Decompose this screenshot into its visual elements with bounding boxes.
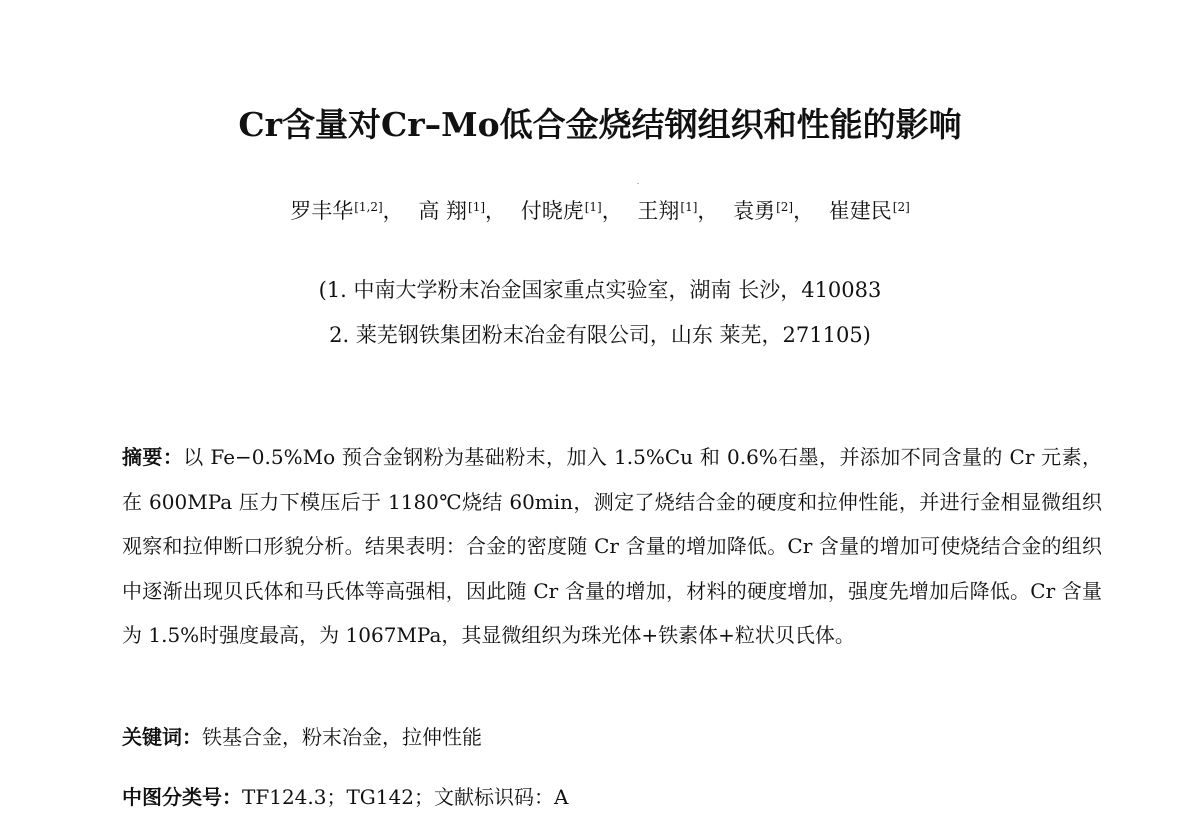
author: 付晓虎[1] [520,199,602,223]
keywords-text: 铁基合金，粉末冶金，拉伸性能 [202,725,482,749]
author: 王翔[1] [637,199,698,223]
classification-line [122,780,1102,814]
affiliation-1: (1. 中南大学粉末冶金国家重点实验室，湖南 长沙，410083 [318,278,882,302]
author: 袁勇[2] [733,199,794,223]
author: 高 翔[1] [418,199,486,223]
author-separator: ， [697,199,719,223]
author-separator: ， [485,199,507,223]
keywords-label: 关键词： [122,725,202,749]
abstract [122,435,1102,658]
affiliation-2: 2. 莱芜钢铁集团粉末冶金有限公司，山东 莱芜，271105) [329,323,871,347]
author-separator: ， [382,199,404,223]
keywords [122,720,1102,754]
scan-speck [637,183,639,184]
author: 崔建民[2] [828,199,910,223]
author-separator: ， [601,199,623,223]
clc-label: 中图分类号： [122,785,242,809]
author-separator: ， [793,199,815,223]
clc-text: TF124.3；TG142；文献标识码：A [242,785,569,809]
abstract-text: 以 Fe−0.5%Mo 预合金钢粉为基础粉末，加入 1.5%Cu 和 0.6%石墨，并添加不同含量的 Cr 元素，在 600MPa 压力下模压后于 1180℃烧结 60min，测定了烧结合金的硬度和拉伸性能，并进行金相显微组织观察和拉伸断口形貌分析。结果表明：合金的密度随 Cr 含量的增加降低。Cr 含量的增加可使烧结合金的组织中逐渐出现贝氏体和马氏体等高强相，因此随 Cr 含量的增加，材料的硬度增加，强度先增加后降低。Cr 含量为 1.5%时强度最高，为 1067MPa，其显微组织为珠光体+铁素体+粒状贝氏体。 [122,445,1102,647]
abstract-label: 摘要： [122,445,184,469]
author: 罗丰华[1,2] [290,199,383,223]
author-list [0,196,1200,226]
paper-title: Cr含量对Cr–Mo低合金烧结钢组织和性能的影响 [238,105,962,144]
